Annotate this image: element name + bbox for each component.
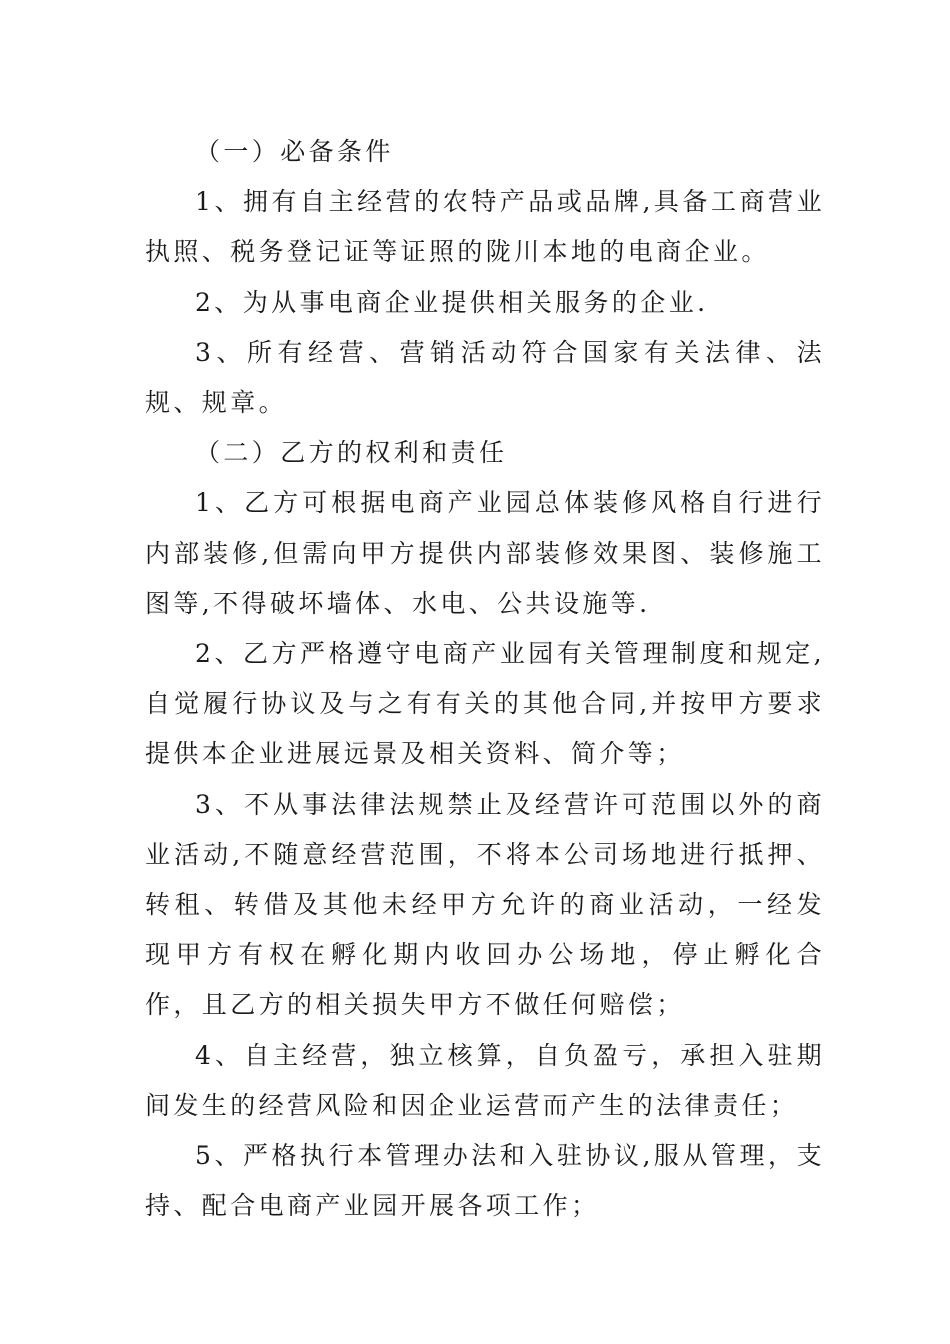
- paragraph-right-3: 3、不从事法律法规禁止及经营许可范围以外的商业活动,不随意经营范围，不将本公司场地进行抵押、转租、转借及其他未经甲方允许的商业活动，一经发现甲方有权在孵化期内收回办公场地，停止孵化合作，且乙方的相关损失甲方不做任何赔偿；: [145, 789, 825, 1020]
- section-heading-rights-responsibilities: （二）乙方的权利和责任: [195, 438, 508, 468]
- paragraph-condition-1: 1、拥有自主经营的农特产品或品牌,具备工商营业执照、税务登记证等证照的陇川本地的电商企业。: [145, 187, 825, 267]
- paragraph-condition-2: 2、为从事电商企业提供相关服务的企业.: [195, 287, 709, 317]
- paragraph-right-1: 1、乙方可根据电商产业园总体装修风格自行进行内部装修,但需向甲方提供内部装修效果图、装修施工图等,不得破坏墙体、水电、公共设施等.: [145, 488, 825, 618]
- document-page: [145, 127, 825, 1231]
- section-heading-required-conditions: （一）必备条件: [195, 137, 394, 166]
- paragraph-right-5: 5、严格执行本管理办法和入驻协议,服从管理，支持、配合电商产业园开展各项工作；: [145, 1141, 825, 1221]
- paragraph-right-4: 4、自主经营，独立核算，自负盈亏，承担入驻期间发生的经营风险和因企业运营而产生的法律责任；: [145, 1040, 825, 1120]
- paragraph-condition-3: 3、所有经营、营销活动符合国家有关法律、法规、规章。: [145, 337, 825, 418]
- paragraph-right-2: 2、乙方严格遵守电商产业园有关管理制度和规定,自觉履行协议及与之有有关的其他合同,并按甲方要求提供本企业进展远景及相关资料、简介等；: [145, 639, 825, 769]
